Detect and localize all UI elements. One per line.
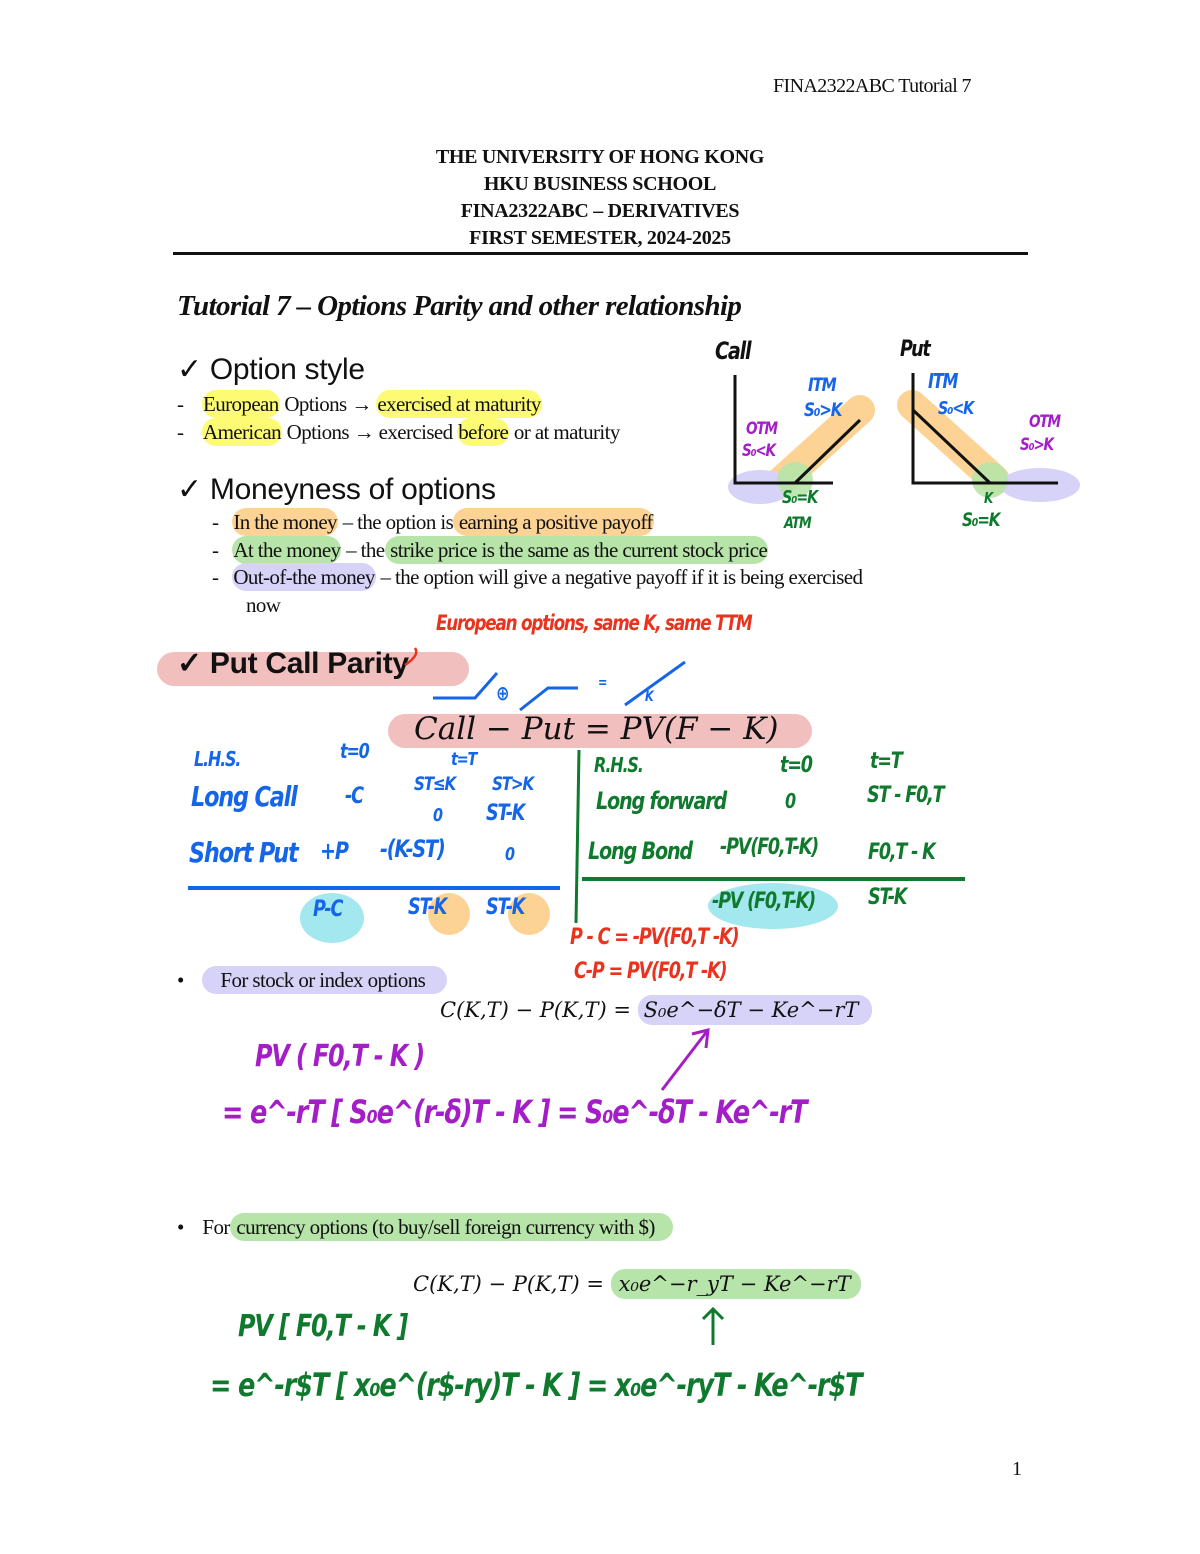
rhs-row-label: Long forward: [596, 787, 727, 815]
result-note: P - C = -PV(F0,T -K): [570, 925, 739, 950]
call-label: Call: [715, 337, 751, 365]
lhs-row-label: Long Call: [191, 780, 297, 813]
list-item: - At the money – the strike price is the same as the current stock price: [212, 538, 768, 562]
pcp-note: European options, same K, same TTM: [436, 611, 752, 635]
put-itm: ITM: [928, 369, 958, 393]
list-item: - American Options → exercised before or at maturity: [177, 420, 620, 444]
arrow-icon: [698, 1305, 728, 1347]
page-number: 1: [1012, 1458, 1022, 1480]
stock-derivation: = e^-rT [ S₀e^(r-δ)T - K ] = S₀e^-δT - Ke^-rT: [222, 1093, 807, 1131]
rhs-total: ST-K: [868, 885, 907, 910]
lhs-total: P-C: [313, 897, 343, 922]
lhs-case1: ST≤K: [414, 773, 456, 795]
put-otm: OTM: [1029, 412, 1060, 432]
list-item: - Out-of-the money – the option will give a negative payoff if it is being exercised: [212, 565, 863, 589]
list-item: - European Options → exercised at maturity: [177, 392, 541, 416]
stock-formula: C(K,T) − P(K,T) = S₀e^−δT − Ke^−rT: [440, 998, 872, 1022]
section-heading-option-style: ✓ Option style: [177, 353, 365, 386]
call-payoff-sketch: [433, 673, 497, 698]
section-heading-pcp: ✓ Put Call Parity: [177, 647, 409, 680]
call-itm: ITM: [808, 374, 836, 396]
call-atm: ATM: [784, 513, 811, 532]
equals-sign: =: [598, 675, 607, 691]
put-payoff-sketch: [520, 688, 578, 710]
put-atm-cond: S₀=K: [962, 509, 1000, 531]
call-itm-cond: S₀>K: [804, 399, 842, 421]
call-otm: OTM: [746, 419, 777, 439]
rhs-total: -PV (F0,T-K): [712, 889, 815, 914]
rhs-total-rule: [582, 877, 965, 881]
strike-label: K: [645, 689, 653, 705]
lhs-cell: -C: [345, 784, 363, 809]
lhs-title: L.H.S.: [194, 747, 241, 771]
lhs-cell: -(K-ST): [380, 835, 445, 863]
rhs-t0: t=0: [780, 753, 812, 778]
lhs-cell: 0: [505, 844, 514, 865]
lhs-total: ST-K: [486, 895, 525, 920]
lhs-case2: ST>K: [492, 773, 534, 795]
bullet-stock: • For stock or index options: [177, 968, 447, 993]
list-item: - In the money – the option is earning a positive payoff: [212, 510, 653, 534]
otm-highlight: [1000, 468, 1080, 502]
header-rule: [173, 252, 1028, 255]
lhs-row-label: Short Put: [189, 836, 298, 869]
rhs-cell: -PV(F0,T-K): [720, 835, 819, 860]
list-item-continuation: now: [246, 593, 281, 617]
put-label: Put: [900, 337, 930, 362]
rhs-cell: F0,T - K: [868, 840, 935, 865]
title-line: THE UNIVERSITY OF HONG KONG: [435, 146, 765, 168]
put-otm-cond: S₀>K: [1020, 435, 1053, 455]
section-heading-moneyness: ✓ Moneyness of options: [177, 473, 496, 506]
arrow-icon: [650, 1020, 720, 1100]
put-strike: K: [984, 489, 993, 507]
rhs-cell: ST - F0,T: [867, 783, 944, 808]
title-line: HKU BUSINESS SCHOOL: [483, 173, 717, 195]
pcp-equation: Call − Put = PV(F − K): [414, 711, 779, 747]
tutorial-title: Tutorial 7 – Options Parity and other relationship: [177, 290, 742, 322]
payoff-sketches: [400, 630, 700, 720]
table-divider: [574, 750, 580, 923]
running-title: FINA2322ABC Tutorial 7: [773, 75, 971, 97]
title-line: FIRST SEMESTER, 2024-2025: [469, 227, 731, 249]
lhs-cell: +P: [320, 837, 348, 865]
forward-payoff-sketch: [625, 662, 685, 705]
lhs-cell: 0: [433, 805, 442, 826]
call-otm-cond: S₀<K: [742, 441, 775, 461]
lhs-t0: t=0: [340, 739, 369, 763]
lhs-total-rule: [188, 886, 560, 890]
plus-sign: ⊕: [496, 681, 509, 705]
lhs-tT: t=T: [451, 749, 477, 770]
currency-derivation: PV [ F0,T - K ]: [238, 1309, 408, 1344]
rhs-tT: t=T: [870, 749, 902, 774]
put-itm-cond: S₀<K: [938, 398, 974, 419]
result-note: C-P = PV(F0,T -K): [574, 959, 727, 984]
lhs-cell: ST-K: [486, 801, 525, 826]
currency-derivation: = e^-r$T [ x₀e^(r$-ry)T - K ] = x₀e^-ryT - Ke^-r$T: [210, 1366, 862, 1404]
title-line: FINA2322ABC – DERIVATIVES: [460, 200, 740, 222]
call-atm-cond: S₀=K: [782, 487, 818, 508]
rhs-cell: 0: [785, 789, 795, 813]
stock-derivation: PV ( F0,T - K ): [255, 1039, 425, 1074]
rhs-title: R.H.S.: [594, 753, 643, 777]
rhs-row-label: Long Bond: [588, 837, 692, 865]
bullet-currency: • For currency options (to buy/sell foreign currency with $): [177, 1215, 673, 1240]
lhs-total: ST-K: [408, 895, 447, 920]
currency-formula: C(K,T) − P(K,T) = x₀e^−r_yT − Ke^−rT: [413, 1272, 861, 1296]
